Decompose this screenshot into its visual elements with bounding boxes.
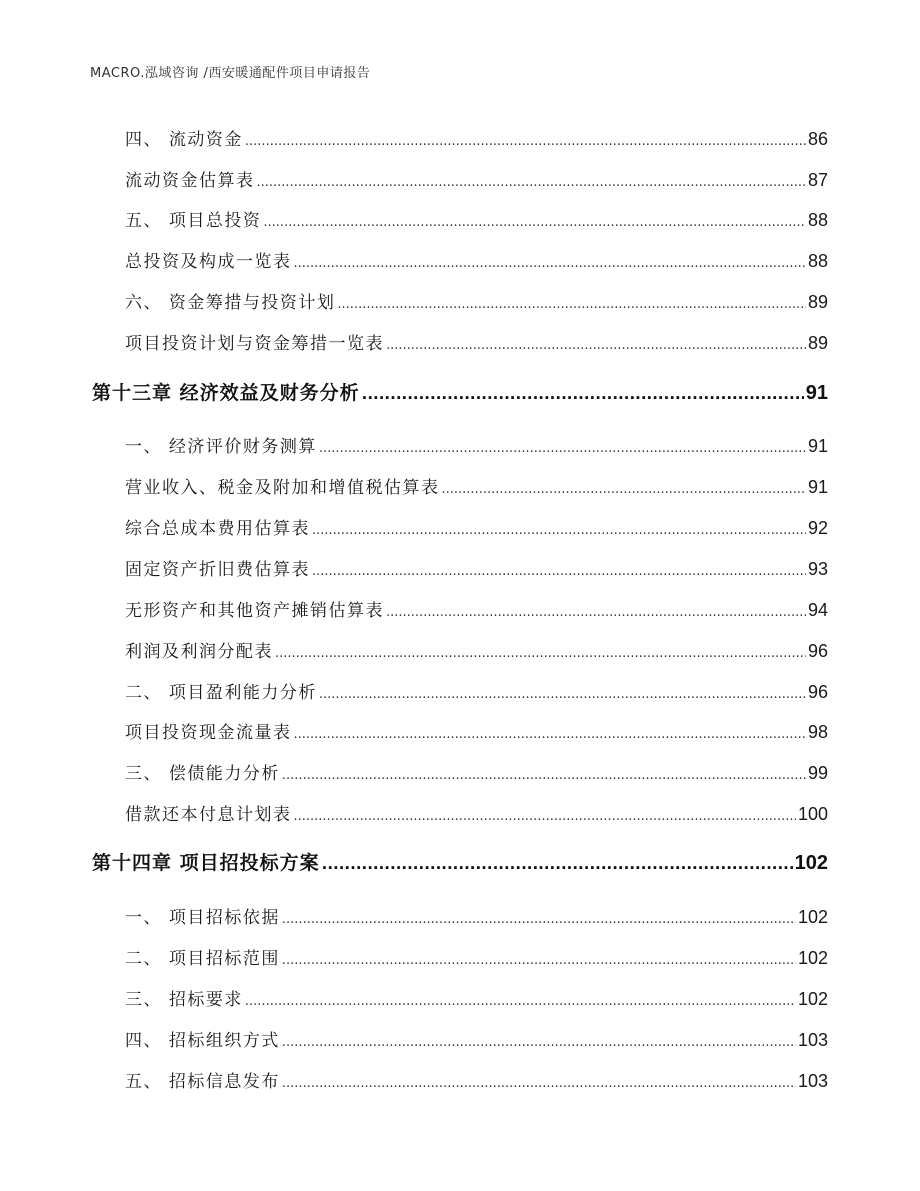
toc-entry-label: 项目投资计划与资金筹措一览表 xyxy=(125,334,384,354)
dot-leader xyxy=(312,523,806,538)
toc-entry-label: 营业收入、税金及附加和增值税估算表 xyxy=(125,478,440,498)
dot-leader xyxy=(282,1035,796,1050)
dot-leader xyxy=(257,175,806,190)
toc-entry-label: 二、 项目盈利能力分析 xyxy=(125,683,317,703)
dot-leader xyxy=(442,482,806,497)
toc-entry[interactable] xyxy=(125,678,828,703)
toc-entry-page: 103 xyxy=(797,1030,828,1050)
toc-entry-label: 三、 招标要求 xyxy=(125,990,243,1010)
dot-leader xyxy=(245,994,796,1009)
toc-chapter-page: 91 xyxy=(805,382,828,404)
toc-entry-page: 94 xyxy=(807,600,828,620)
dot-leader xyxy=(245,134,806,149)
toc-entry-label: 综合总成本费用估算表 xyxy=(125,519,310,539)
toc-entry[interactable] xyxy=(125,247,828,272)
running-header: MACRO.泓域咨询 /西安暖通配件项目申请报告 xyxy=(90,66,371,81)
toc-entry-page: 91 xyxy=(807,436,828,456)
toc-chapter-page: 102 xyxy=(794,852,828,874)
toc-entry-label: 总投资及构成一览表 xyxy=(125,252,292,272)
dot-leader xyxy=(386,605,806,620)
toc-entry-page: 88 xyxy=(807,251,828,271)
toc-entry[interactable] xyxy=(125,718,828,743)
toc-entry[interactable] xyxy=(125,125,828,150)
toc-entry[interactable] xyxy=(125,166,828,191)
toc-entry[interactable] xyxy=(125,800,828,825)
toc-entry[interactable] xyxy=(125,596,828,621)
toc-entry-page: 98 xyxy=(807,722,828,742)
toc-entry-label: 一、 项目招标依据 xyxy=(125,908,280,928)
toc-entry[interactable] xyxy=(125,944,828,969)
toc-entry-label: 五、 招标信息发布 xyxy=(125,1072,280,1092)
toc-entry-label: 项目投资现金流量表 xyxy=(125,723,292,743)
toc-chapter-label: 第十三章 经济效益及财务分析 xyxy=(92,382,360,404)
toc-entry[interactable] xyxy=(125,288,828,313)
dot-leader xyxy=(282,768,806,783)
toc-entry-page: 89 xyxy=(807,333,828,353)
dot-leader xyxy=(294,256,806,271)
toc-entry-label: 固定资产折旧费估算表 xyxy=(125,560,310,580)
toc-entry-page: 93 xyxy=(807,559,828,579)
toc-entry[interactable] xyxy=(125,473,828,498)
toc-entry[interactable] xyxy=(125,432,828,457)
toc-entry-page: 102 xyxy=(797,907,828,927)
toc-entry-page: 89 xyxy=(807,292,828,312)
toc-entry-page: 96 xyxy=(807,682,828,702)
toc-entry[interactable] xyxy=(125,329,828,354)
toc-chapter-label: 第十四章 项目招投标方案 xyxy=(92,852,320,874)
dot-leader xyxy=(319,441,806,456)
dot-leader xyxy=(282,912,796,927)
toc-entry[interactable] xyxy=(125,1026,828,1051)
toc-entry[interactable] xyxy=(125,206,828,231)
toc-entry-page: 91 xyxy=(807,477,828,497)
dot-leader xyxy=(337,297,806,312)
dot-leader xyxy=(275,646,806,661)
dot-leader xyxy=(263,215,806,230)
toc-chapter-entry[interactable] xyxy=(92,378,828,405)
toc-entry-page: 87 xyxy=(807,170,828,190)
toc-entry-page: 99 xyxy=(807,763,828,783)
dot-leader xyxy=(282,953,796,968)
toc-entry-label: 三、 偿债能力分析 xyxy=(125,764,280,784)
toc-entry[interactable] xyxy=(125,514,828,539)
toc-entry[interactable] xyxy=(125,637,828,662)
dot-leader xyxy=(322,855,793,873)
toc-entry-page: 88 xyxy=(807,210,828,230)
toc-entry[interactable] xyxy=(125,903,828,928)
toc-entry-page: 102 xyxy=(797,989,828,1009)
toc-entry-label: 借款还本付息计划表 xyxy=(125,805,292,825)
toc-entry-page: 92 xyxy=(807,518,828,538)
toc-entry-label: 二、 项目招标范围 xyxy=(125,949,280,969)
toc-entry-page: 103 xyxy=(797,1071,828,1091)
toc-entry-label: 四、 招标组织方式 xyxy=(125,1031,280,1051)
toc-entry-label: 利润及利润分配表 xyxy=(125,642,273,662)
toc-entry-label: 六、 资金筹措与投资计划 xyxy=(125,293,336,313)
dot-leader xyxy=(362,385,804,403)
dot-leader xyxy=(319,687,806,702)
toc-chapter-entry[interactable] xyxy=(92,848,828,875)
dot-leader xyxy=(312,564,806,579)
toc-entry-label: 五、 项目总投资 xyxy=(125,211,262,231)
dot-leader xyxy=(294,809,796,824)
dot-leader xyxy=(386,338,806,353)
toc-entry[interactable] xyxy=(125,985,828,1010)
toc-entry[interactable] xyxy=(125,759,828,784)
toc-entry-page: 86 xyxy=(807,129,828,149)
toc-entry-label: 流动资金估算表 xyxy=(125,171,255,191)
toc-entry[interactable] xyxy=(125,555,828,580)
toc-entry-label: 无形资产和其他资产摊销估算表 xyxy=(125,601,384,621)
toc-entry-label: 一、 经济评价财务测算 xyxy=(125,437,317,457)
dot-leader xyxy=(282,1076,796,1091)
toc-entry-label: 四、 流动资金 xyxy=(125,130,243,150)
toc-entry-page: 100 xyxy=(797,804,828,824)
dot-leader xyxy=(294,727,806,742)
toc-entry[interactable] xyxy=(125,1067,828,1092)
toc-entry-page: 96 xyxy=(807,641,828,661)
toc-entry-page: 102 xyxy=(797,948,828,968)
